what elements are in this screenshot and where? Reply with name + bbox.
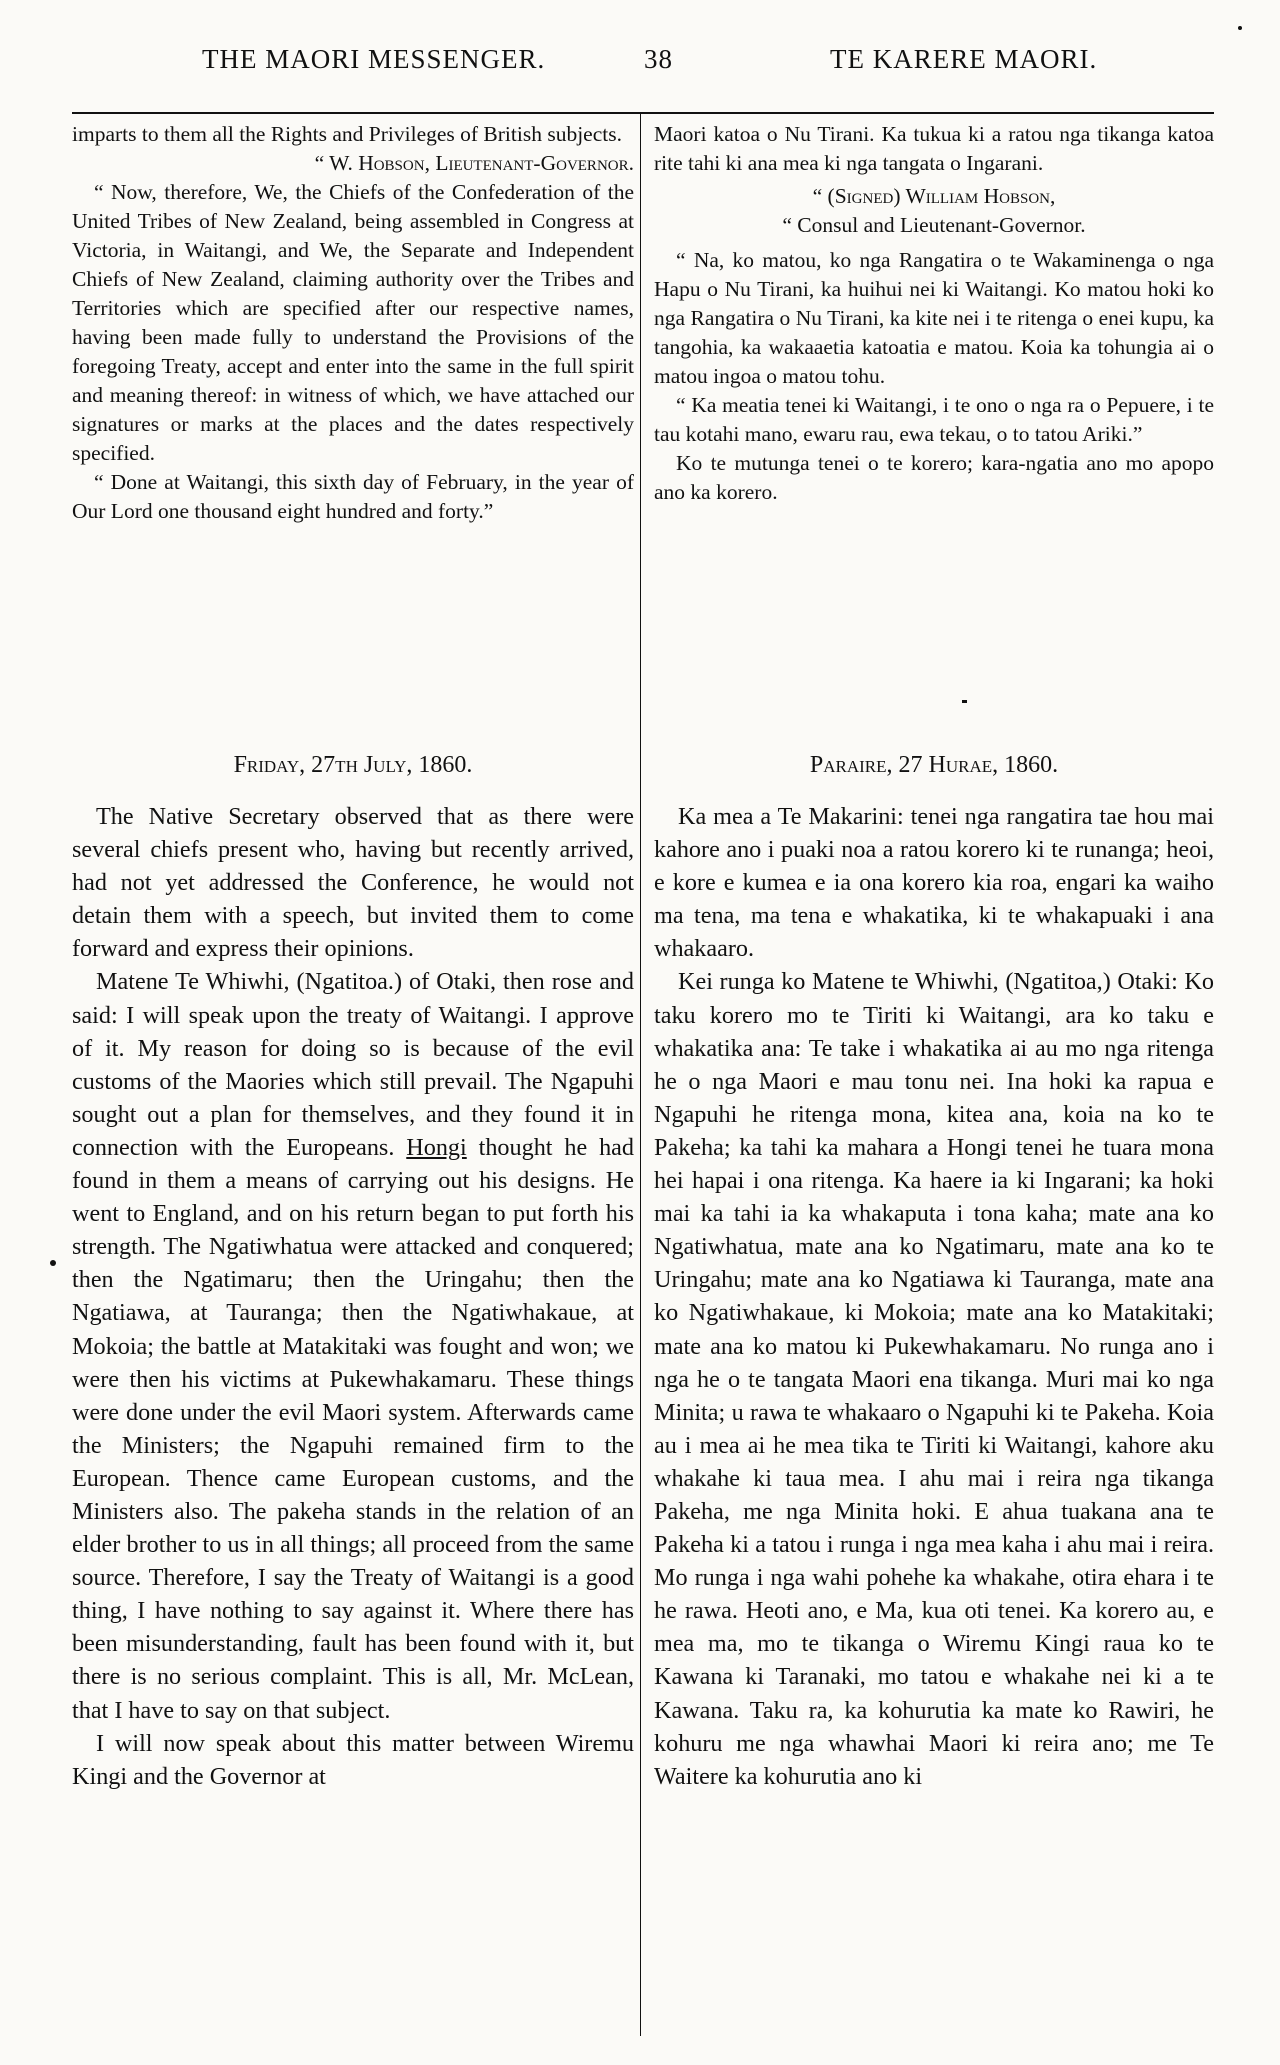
page-number: 38 <box>644 44 673 74</box>
paragraph: “ Done at Waitangi, this sixth day of February, in the year of Our Lord one thousand eight hundred and forty.” <box>72 470 634 523</box>
paragraph: “ Now, therefore, We, the Chiefs of the Confederation of the United Tribes of New Zealand, being assembled in Congress at Victoria, in Waitangi, and We, the Separate and Independent Chiefs of New Zealand, claiming authority over the Tribes and Territories which are specified after our respective names, having been made fully to understand the Provisions of the foregoing Treaty, accept and enter into the same in the full spirit and meaning thereof: in witness of which, we have attached our signatures or marks at the places and the dates respectively specified. <box>72 180 634 465</box>
header-title-maori: TE KARERE MAORI. <box>830 44 1098 74</box>
column-divider <box>640 114 641 2036</box>
paragraph: Kei runga ko Matene te Whiwhi, (Ngatitoa,) Otaki: Ko taku korero mo te Tiriti ki Waitangi, ara ko taku e whakatika ana: Te take i whakatika ai au mo nga ritenga he o nga Maori e mau tonu nei. Ina hoki ka rapua e Ngapuhi he ritenga mona, kitea ana, koia na ko te Pakeha; ka tahi ka mahara a Hongi tenei he tuara mona hei hapai i ona ritenga. Ka haere ia ki Ingarani; ka hoki mai ka tahi ia ka whakaputa i tona kaha; mate ana ko Ngatiwhatua, mate ana ko Ngatimaru, mate ana ko te Uringahu; mate ana ko Ngatiawa ki Tauranga, mate ana ko Ngatiwhakaue, ki Mokoia; mate ana ko Matakitaki; mate ana ko matou ki Pukewhakamaru. No runga ano i nga he o te tangata Maori ena tikanga. Muri mai ko nga Minita; u rawa te whakaaro o Ngapuhi ki te Pakeha. Koia au i mea ai he mea tika te Tiriti ki Waitangi, kahore aku whakahe ki taua mea. I ahu mai i reira nga tikanga Pakeha, me nga Minita hoki. E ahua tuakana ana te Pakeha ki a tatou i runga i nga mea kaha i ahu mai i reira. Mo runga i nga wahi pohehe ka whakahe, otira ehara i te he rawa. Heoti ano, e Ma, kua oti tenei. Ka korero au, e mea ma, mo te tikanga o Wiremu Kingi raua ko te Kawana ki Taranaki, mo tatou e whakahe nei ki a te Kawana. Taku ra, ka kohurutia ka mate ko Rawiri, he kohuru me nga whawhai Maori ki reira ano; me Te Waitere ka kohurutia ano ki <box>654 968 1214 1790</box>
margin-speck <box>50 1260 56 1266</box>
paragraph: I will now speak about this matter between Wiremu Kingi and the Governor at <box>72 1729 634 1790</box>
paragraph: The Native Secretary observed that as there were several chiefs present who, having but recently arrived, had not yet addressed the Conference, he would not detain them with a speech, but invited them to come forward and express their opinions. <box>72 803 634 963</box>
margin-speck <box>1238 26 1242 30</box>
proceedings-maori-column <box>654 800 1214 2038</box>
signature-title: “ Consul and Lieutenant-Governor. <box>782 213 1086 237</box>
date-heading-maori: Paraire, 27 Hurae, 1860. <box>809 752 1059 778</box>
paragraph: “ Ka meatia tenei ki Waitangi, i te ono o nga ra o Pepuere, i te tau kotahi mano, ewaru rau, ewa tekau, o to tatou Ariki.” <box>654 393 1214 446</box>
signature-line: “ W. Hobson, Lieutenant-Governor. <box>314 151 634 175</box>
paragraph: imparts to them all the Rights and Privileges of British subjects. <box>72 122 622 146</box>
end-mark <box>962 700 967 703</box>
text-run: thought he had found in them a means of carrying out his designs. He went to England, and on his return began to put forth his strength. The Ngatiwhatua were attacked and conquered; then the Ngatimaru; then the Uringahu; then the Ngatiawa, at Tauranga; then the Ngatiwhakaue, at Mokoia; the battle at Matakitaki was fought and won; we were then his victims at Pukewhakamaru. These things were done under the evil Maori system. Afterwards came the Ministers; the Ngapuhi remained firm to the European. Thence came European customs, and the Ministers also. The pakeha stands in the relation of an elder brother to us in all things; all proceed from the same source. Therefore, I say the Treaty of Waitangi is a good thing, I have nothing to say against it. Where there has been misunderstanding, fault has been found with it, but there is no serious complaint. This is all, Mr. McLean, that I have to say on that subject. <box>72 1133 634 1724</box>
treaty-english-column <box>72 120 634 718</box>
paragraph: Maori katoa o Nu Tirani. Ka tukua ki a ratou nga tikanga katoa rite tahi ki ana mea ki nga tangata o Ingarani. <box>654 122 1214 175</box>
treaty-maori-column <box>654 120 1214 690</box>
header-title-english: THE MAORI MESSENGER. <box>202 44 546 74</box>
signature-line: “ (Signed) William Hobson, <box>812 184 1056 208</box>
paragraph: “ Na, ko matou, ko nga Rangatira o te Wakaminenga o nga Hapu o Nu Tirani, ka huihui nei ki Waitangi. Ko matou hoki ko nga Rangatira o Nu Tirani, ka kite nei i te ritenga o enei kupu, ka tangohia, ka wakaaetia katoatia e matou. Koia ka tohungia ai o matou ingoa o matou tohu. <box>654 248 1214 388</box>
paragraph: Ka mea a Te Makarini: tenei nga rangatira tae hou mai kahore ano i puaki noa a ratou korero ki te runanga; heoi, e kore e kumea e ia ona korero kia roa, engari ka waiho ma tena, ma tena e whakatika, ki te whakapuaki i ana whakaaro. <box>654 803 1214 963</box>
proceedings-english-column <box>72 800 634 2038</box>
paragraph: Ko te mutunga tenei o te korero; kara-ngatia ano mo apopo ano ka korero. <box>654 451 1214 504</box>
page-header <box>0 44 1280 84</box>
header-rule <box>72 112 1214 114</box>
underlined-name-hongi: Hongi <box>406 1133 467 1161</box>
paragraph <box>72 965 634 1726</box>
date-heading-english: Friday, 27th July, 1860. <box>233 752 473 778</box>
text-run: Matene Te Whiwhi, (Ngatitoa.) of Otaki, then rose and said: I will speak upon the treaty of Waitangi. I approve of it. My reason for doing so is because of the evil customs of the Maories which still prevail. The Ngapuhi sought out a plan for themselves, and they found it in connection with the Europeans. <box>72 968 634 1161</box>
